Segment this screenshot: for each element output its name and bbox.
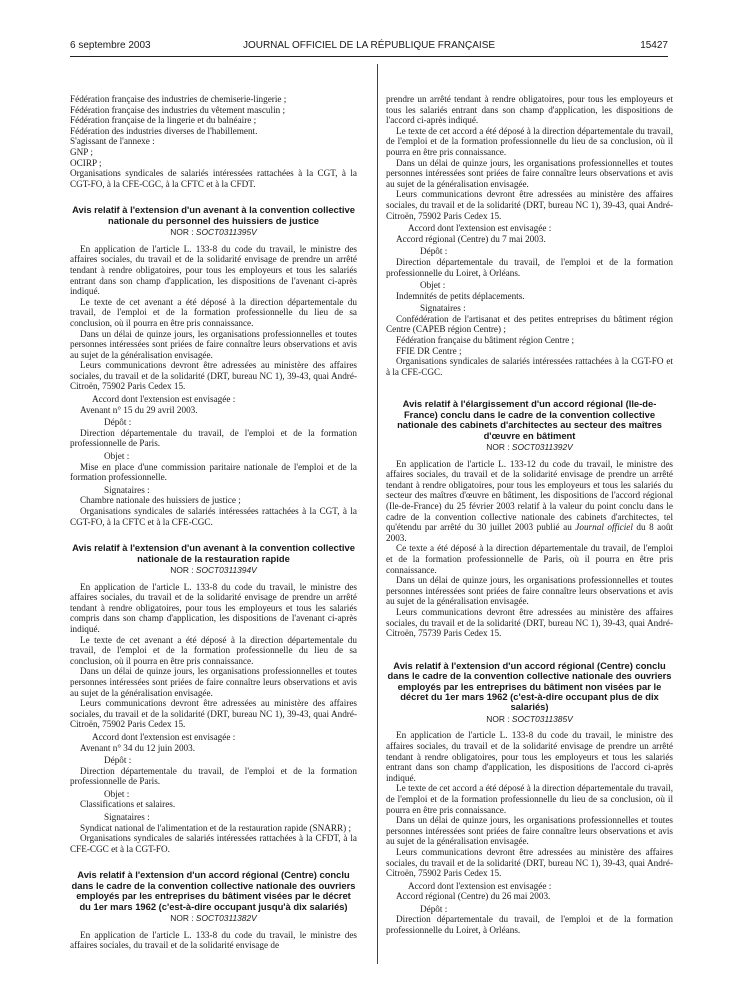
paragraph: Leurs communications devront être adressées au ministère des affaires sociales, du travail et de la solidarité (DRT, bureau NC 1), 39-43, quai André-Citroën, 75902 Paris Cedex 15. [70, 360, 357, 392]
signataire: Organisations syndicales de salariés intéressées rattachées à la CGT-FO et à la CFE-CGC. [386, 356, 673, 377]
nor-label: NOR : [486, 713, 510, 724]
journal-title: JOURNAL OFFICIEL DE LA RÉPUBLIQUE FRANÇAISE [242, 40, 496, 51]
signataire: Chambre nationale des huissiers de justice ; [80, 495, 241, 506]
paragraph: En application de l'article L. 133-8 du code du travail, le ministre des affaires sociales, du travail et de la solidarité envisage de prendre un arrêté tendant à rendre obligatoires, pour tous les employeurs et tous les salariés compris dans son champ d'application, les dispositions de l'avenant ci-après indiqué. [70, 581, 357, 634]
signataires-label: Signataires : [104, 484, 150, 495]
objet-label: Objet : [104, 788, 130, 799]
signataire: Organisations syndicales de salariés intéressées rattachées à la CFDT, à la CFE-CGC et à la CGT-FO. [70, 833, 357, 854]
nor-reference [70, 565, 357, 576]
notice-title: Avis relatif à l'extension d'un avenant à la convention collective nationale de la restauration rapide [72, 542, 355, 564]
paragraph-text: En application de l'article L. 133-12 du code du travail, le ministre des affaires sociales, du travail et de la solidarité envisage de prendre un arrêté tendant à rendre obligatoires, pour tous les employeurs et tous les salariés du secteur des maîtres d'œuvre en bâtiment, les dispositions de l'accord régional (Ile-de-France) du 25 février 2003 relatif à la valeur du point conclu dans le cadre de la convention collective nationale des cabinets d'architectes, tel qu'étendu par arrêté du 30 juillet 2003 publié au [386, 458, 673, 533]
nor-code: SOCT0311385V [511, 713, 573, 724]
nor-reference [386, 442, 673, 453]
paragraph: En application de l'article L. 133-8 du code du travail, le ministre des affaires sociales, du travail et de la solidarité envisage de prendre un arrêté tendant à rendre obligatoires, pour tous les employeurs et tous les salariés entrant dans son champ d'application, les dispositions de l'accord ci-après indiqué. [386, 730, 673, 783]
page-header [70, 40, 668, 54]
signataire: Fédération française du bâtiment région Centre ; [396, 335, 575, 346]
accord-label: Accord dont l'extension est envisagée : [408, 223, 552, 234]
accord-value: Accord régional (Centre) du 7 mai 2003. [396, 233, 546, 244]
depot-label: Dépôt : [104, 417, 132, 428]
paragraph: Dans un délai de quinze jours, les organisations professionnelles et toutes personnes intéressées sont priées de faire connaître leurs observations et avis au sujet de la généralisation envisagée. [70, 666, 357, 698]
paragraph: Dans un délai de quinze jours, les organisations professionnelles et toutes personnes intéressées sont priées de faire connaître leurs observations et avis au sujet de la généralisation envisagée. [386, 157, 673, 189]
list-item: OCIRP ; [70, 157, 102, 168]
paragraph: Le texte de cet accord a été déposé à la direction départementale du travail, de l'emploi et de la formation professionnelle du lieu de sa conclusion, où il pourra en être pris connaissance. [386, 125, 673, 157]
accord-value: Accord régional (Centre) du 26 mai 2003. [396, 891, 551, 902]
notice-title: Avis relatif à l'extension d'un avenant à la convention collective nationale du personnel des huissiers de justice [72, 204, 355, 226]
signataire: Syndicat national de l'alimentation et de la restauration rapide (SNARR) ; [80, 822, 352, 833]
paragraph: Ce texte a été déposé à la direction départementale du travail, de l'emploi et de la formation professionnelle de Paris, où il pourra en être pris connaissance. [386, 543, 673, 575]
nor-code: SOCT0311395V [195, 227, 257, 238]
list-item: Fédération des industries diverses de l'habillement. [70, 125, 258, 136]
objet-value: Classifications et salaires. [80, 799, 176, 810]
notice-title: Avis relatif à l'extension d'un accord régional (Centre) conclu dans le cadre de la convention collective nationale des ouvriers employés par les entreprises du bâtiment non visées par le décret du 1er mars 1962 (c'est-à-dire occupant plus de dix salariés) [387, 659, 672, 713]
nor-code: SOCT0311392V [511, 442, 573, 453]
signataire: Confédération de l'artisanat et des petites entreprises du bâtiment région Centre (CAPEB région Centre) ; [386, 313, 673, 335]
paragraph: En application de l'article L. 133-8 du code du travail, le ministre des affaires sociales, du travail et de la solidarité envisage de prendre un arrêté tendant à rendre obligatoires, pour tous les employeurs et tous les salariés entrant dans son champ d'application, les dispositions de l'avenant ci-après indiqué. [70, 243, 357, 297]
right-column [386, 94, 673, 936]
paragraph: Leurs communications devront être adressées au ministère des affaires sociales, du travail et de la solidarité (DRT, bureau NC 1), 39-43, quai André-Citroën, 75902 Paris Cedex 15. [386, 846, 673, 879]
paragraph: prendre un arrêté tendant à rendre obligatoires, pour tous les employeurs et tous les salariés entrant dans son champ d'application, les dispositions de l'accord ci-après indiqué. [386, 94, 673, 126]
depot-value: Direction départementale du travail, de l'emploi et de la formation professionnelle de Paris. [70, 765, 357, 787]
paragraph: Leurs communications devront être adressées au ministère des affaires sociales, du travail et de la solidarité (DRT, bureau NC 1), 39-43, quai André-Citroën, 75739 Paris Cedex 15. [386, 606, 673, 639]
accord-label: Accord dont l'extension est envisagée : [92, 394, 236, 405]
accord-value: Avenant n° 34 du 12 juin 2003. [80, 742, 196, 753]
depot-value: Direction départementale du travail, de l'emploi et de la formation professionnelle du Loiret, à Orléans. [386, 256, 673, 278]
paragraph: Dans un délai de quinze jours, les organisations professionnelles et toutes personnes intéressées sont priées de faire connaître leurs observations et avis au sujet de la généralisation envisagée. [386, 575, 673, 607]
header-rule [70, 56, 668, 57]
paragraph: Le texte de cet avenant a été déposé à la direction départementale du travail, de l'emploi et de la formation professionnelle du lieu de sa conclusion, où il pourra en être pris connaissance. [70, 296, 357, 328]
objet-label: Objet : [420, 280, 446, 291]
depot-label: Dépôt : [104, 755, 132, 766]
objet-value: Mise en place d'une commission paritaire nationale de l'emploi et de la formation professionnelle. [70, 461, 357, 483]
nor-reference [70, 913, 357, 924]
depot-label: Dépôt : [420, 903, 448, 914]
accord-label: Accord dont l'extension est envisagée : [92, 731, 236, 742]
nor-reference [70, 227, 357, 238]
list-item: GNP ; [70, 146, 93, 157]
objet-value: Indemnités de petits déplacements. [396, 290, 525, 301]
paragraph: Le texte de cet avenant a été déposé à la direction départementale du travail, de l'emploi et de la formation professionnelle du lieu de sa conclusion, où il pourra en être pris connaissance. [70, 634, 357, 666]
signataires-label: Signataires : [104, 812, 150, 823]
signataire: FFIE DR Centre ; [396, 345, 462, 356]
journal-reference: Journal officiel [575, 522, 633, 533]
list-item: Fédération française des industries du vêtement masculin ; [70, 104, 286, 115]
accord-label: Accord dont l'extension est envisagée : [408, 880, 552, 891]
left-column [70, 94, 357, 951]
paragraph: Leurs communications devront être adressées au ministère des affaires sociales, du travail et de la solidarité (DRT, bureau NC 1), 39-43, quai André-Citroën, 75902 Paris Cedex 15. [386, 189, 673, 221]
nor-label: NOR : [170, 227, 194, 238]
paragraph: Le texte de cet accord a été déposé à la direction départementale du travail, de l'emploi et de la formation professionnelle du lieu de sa conclusion, où il pourra en être pris connaissance. [386, 783, 673, 815]
notice-title: Avis relatif à l'extension d'un accord régional (Centre) conclu dans le cadre de la convention collective nationale des ouvriers employés par les entreprises du bâtiment visées par le décret du 1er mars 1962 (c'est-à-dire occupant jusqu'à dix salariés) [71, 869, 356, 912]
list-item: Fédération française de la lingerie et du balnéaire ; [70, 115, 257, 126]
depot-value: Direction départementale du travail, de l'emploi et de la formation professionnelle du Loiret, à Orléans. [386, 914, 673, 936]
depot-label: Dépôt : [420, 246, 448, 257]
nor-label: NOR : [170, 913, 194, 924]
nor-code: SOCT0311382V [195, 913, 257, 924]
list-item: Organisations syndicales de salariés intéressées rattachées à la CGT, à la CGT-FO, à la CFE-CGC, à la CFTC et à la CFDT. [70, 168, 357, 189]
page-number: 15427 [640, 40, 668, 51]
paragraph [386, 459, 673, 544]
paragraph: Dans un délai de quinze jours, les organisations professionnelles et toutes personnes intéressées sont priées de faire connaître leurs observations et avis au sujet de la généralisation envisagée. [70, 328, 357, 360]
list-item: Fédération française des industries de chemiserie-lingerie ; [70, 94, 287, 104]
signataire: Organisations syndicales de salariés intéressées rattachées à la CGT, à la CGT-FO, à la CFTC et à la CFE-CGC. [70, 506, 357, 527]
objet-label: Objet : [104, 451, 130, 462]
nor-label: NOR : [170, 565, 194, 575]
column-divider [377, 64, 378, 964]
nor-reference [386, 714, 673, 725]
signataires-label: Signataires : [420, 303, 466, 314]
issue-date: 6 septembre 2003 [70, 40, 151, 51]
nor-label: NOR : [486, 442, 510, 453]
paragraph: Leurs communications devront être adressées au ministère des affaires sociales, du travail et de la solidarité (DRT, bureau NC 1), 39-43, quai André-Citroën, 75902 Paris Cedex 15. [70, 698, 357, 730]
depot-value: Direction départementale du travail, de l'emploi et de la formation professionnelle de Paris. [70, 427, 357, 449]
notice-title: Avis relatif à l'élargissement d'un accord régional (Ile-de-France) conclu dans le cadre de la convention collective nationale des cabinets d'architectes au secteur des maîtres d'œuvre en bâtiment [397, 398, 662, 441]
paragraph: En application de l'article L. 133-8 du code du travail, le ministre des affaires sociales, du travail et de la solidarité envisage de [70, 929, 357, 951]
paragraph-text: du 8 août 2003. [386, 522, 673, 543]
accord-value: Avenant n° 15 du 29 avril 2003. [80, 404, 198, 415]
nor-code: SOCT0311394V [195, 565, 257, 575]
list-item: S'agissant de l'annexe : [70, 136, 155, 147]
paragraph: Dans un délai de quinze jours, les organisations professionnelles et toutes personnes intéressées sont priées de faire connaître leurs observations et avis au sujet de la généralisation envisagée. [386, 815, 673, 847]
